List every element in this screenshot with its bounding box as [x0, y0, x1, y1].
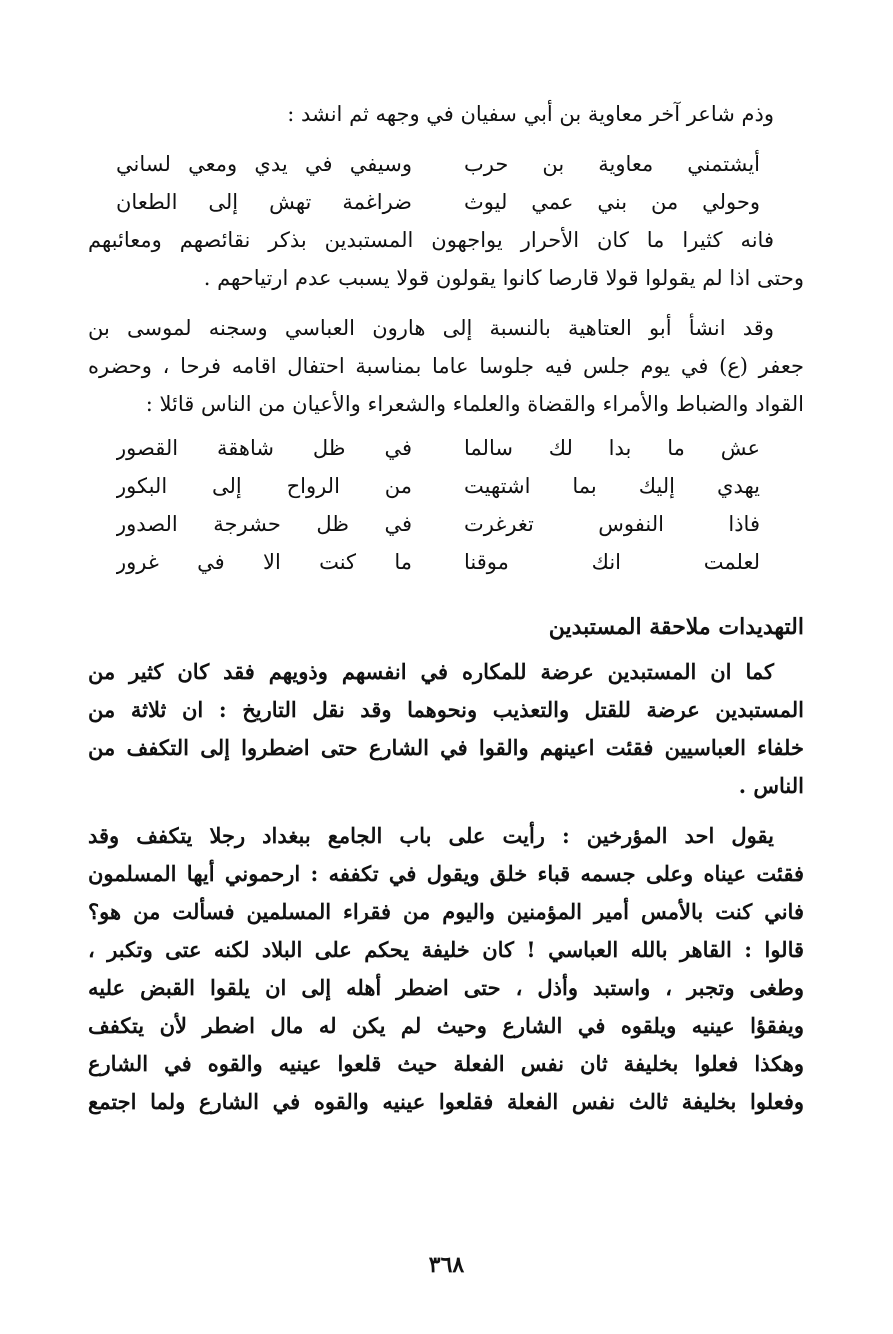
- poem-verse: [88, 467, 804, 505]
- page-number: ٣٦٨: [428, 1252, 465, 1278]
- poem-verse: [88, 429, 804, 467]
- section-heading: التهديدات ملاحقة المستبدين: [548, 614, 804, 640]
- poem-verse: [88, 145, 804, 183]
- text-line: فقئت عيناه وعلى جسمه قباء خلق ويقول في تكففه : ارحموني أيها المسلمون: [88, 861, 804, 886]
- text-line: كما ان المستبدين عرضة للمكاره في انفسهم وذويهم فقد كان كثير من: [88, 659, 774, 684]
- verse-second-hemistich: ضراغمة تهش إلى الطعان: [116, 190, 412, 214]
- text-line: وفعلوا بخليفة ثالث نفس الفعلة فقلعوا عينيه والقوه في الشارع ولما اجتمع: [88, 1089, 804, 1114]
- intro-line: وذم شاعر آخر معاوية بن أبي سفيان في وجهه ثم انشد :: [287, 102, 774, 126]
- verse-first-hemistich: عش ما بدا لك سالما: [464, 436, 760, 460]
- poem-verse: [88, 183, 804, 221]
- verse-first-hemistich: أيشتمني معاوية بن حرب: [464, 152, 760, 176]
- page-body: [88, 95, 804, 1121]
- text-line: المستبدين عرضة للقتل والتعذيب ونحوهما وقد نقل التاريخ : ان ثلاثة من: [88, 697, 804, 722]
- paragraph-4: [88, 817, 804, 1121]
- verse-first-hemistich: وحولي من بني عمي ليوث: [464, 190, 760, 214]
- poem-2: [88, 429, 804, 581]
- poem-verse: [88, 543, 804, 581]
- text-line: القواد والضباط والأمراء والقضاة والعلماء والشعراء والأعيان من الناس قائلا :: [145, 392, 804, 416]
- text-line: يقول احد المؤرخين : رأيت على باب الجامع ببغداد رجلا يتكفف وقد: [88, 823, 774, 848]
- text-line: فاني كنت بالأمس أمير المؤمنين واليوم من فقراء المسلمين فسألت من هو؟: [88, 899, 804, 924]
- text-line: ويفقؤا عينيه ويلقوه في الشارع وحيث لم يكن له مال اضطر لأن يتكفف: [88, 1013, 804, 1038]
- verse-second-hemistich: وسيفي في يدي ومعي لساني: [116, 152, 412, 176]
- poem-1: [88, 145, 804, 221]
- verse-second-hemistich: من الرواح إلى البكور: [116, 474, 412, 498]
- text-line: قالوا : القاهر بالله العباسي ! كان خليفة يحكم على البلاد لكنه عتى وتكبر ،: [88, 937, 804, 962]
- text-line: وطغى وتجبر ، واستبد وأذل ، حتى اضطر أهله إلى ان يلقوا القبض عليه: [88, 975, 804, 1000]
- text-line: فانه كثيرا ما كان الأحرار يواجهون المستبدين بذكر نقائصهم ومعائبهم: [88, 228, 774, 252]
- text-line: وحتى اذا لم يقولوا قولا قارصا كانوا يقولون قولا يسبب عدم ارتياحهم .: [203, 266, 804, 290]
- text-line: الناس .: [738, 773, 804, 798]
- paragraph-3: [88, 653, 804, 805]
- text-line: وهكذا فعلوا بخليفة ثان نفس الفعلة حيث قلعوا عينيه والقوه في الشارع: [88, 1051, 804, 1076]
- text-line: خلفاء العباسيين فقئت اعينهم والقوا في الشارع حتى اضطروا إلى التكفف من: [88, 735, 804, 760]
- text-line: وقد انشأ أبو العتاهية بالنسبة إلى هارون العباسي وسجنه لموسى بن: [88, 316, 774, 340]
- paragraph-2: [88, 309, 804, 423]
- verse-first-hemistich: يهدي إليك بما اشتهيت: [464, 474, 760, 498]
- verse-first-hemistich: لعلمت انك موقنا: [464, 550, 760, 574]
- paragraph-1: [88, 221, 804, 297]
- text-line: جعفر (ع) في يوم جلس فيه جلوسا عاما بمناسبة احتفال اقامه فرحا ، وحضره: [88, 354, 804, 378]
- poem-verse: [88, 505, 804, 543]
- verse-first-hemistich: فاذا النفوس تغرغرت: [464, 512, 760, 536]
- verse-second-hemistich: ما كنت الا في غرور: [116, 550, 412, 574]
- verse-second-hemistich: في ظل شاهقة القصور: [116, 436, 412, 460]
- verse-second-hemistich: في ظل حشرجة الصدور: [116, 512, 412, 536]
